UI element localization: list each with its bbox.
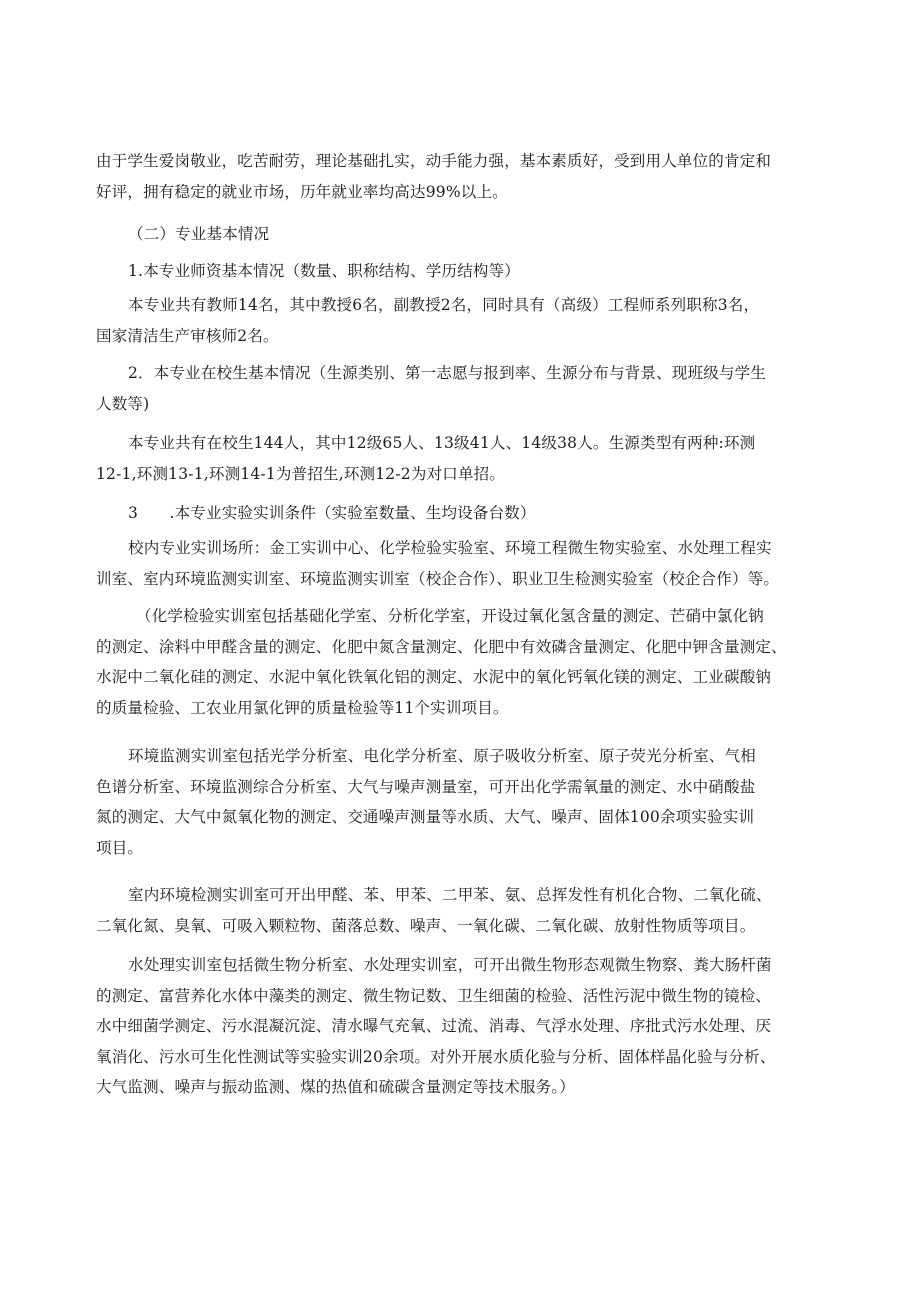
paragraph-environment-lab: [96, 741, 836, 863]
text-line: （化学检验实训室包括基础化学室、分析化学室，开设过氧化氢含量的测定、芒硝中氯化钠: [136, 607, 765, 625]
text-line: （二）专业基本情况: [128, 225, 270, 243]
text-line: 的测定、涂料中甲醛含量的测定、化肥中氮含量测定、化肥中有效磷含量测定、化肥中钾含量测定、: [96, 637, 787, 656]
text-line: 色谱分析室、环境监测综合分析室、大气与噪声测量室，可开出化学需氧量的测定、水中硝酸盐: [96, 777, 756, 796]
paragraph-indoor-lab: [96, 880, 836, 941]
text-line: 室内环境检测实训室可开出甲醛、苯、甲苯、二甲苯、氨、总挥发性有机化合物、二氧化硫、: [128, 886, 772, 904]
text-line: 1.本专业师资基本情况（数量、职称结构、学历结构等）: [128, 262, 520, 280]
paragraph-training-sites: [96, 533, 836, 594]
text-line: 大气监测、噪声与振动监测、煤的热值和硫碳含量测定等技术服务。）: [96, 1078, 575, 1096]
text-line: 水处理实训室包括微生物分析室、水处理实训室，可开出微生物形态观微生物察、粪大肠杆菌: [128, 956, 772, 974]
paragraph-faculty: [96, 290, 836, 351]
text-line: 水泥中二氧化硅的测定、水泥中氧化铁氧化铝的测定、水泥中的氧化钙氧化镁的测定、工业碳酸钠: [96, 668, 772, 686]
text-line: 的测定、富营养化水体中藻类的测定、微生物记数、卫生细菌的检验、活性污泥中微生物的镜检、: [96, 986, 772, 1005]
text-line: 3 .本专业实验实训条件（实验室数量、生均设备台数）: [128, 504, 536, 522]
text-line: 的质量检验、工农业用氯化钾的质量检验等11个实训项目。: [96, 698, 509, 717]
text-line: 本专业共有在校生144人，其中12级65人、13级41人、14级38人。生源类型有两种:环测: [128, 434, 756, 452]
text-line: 好评，拥有稳定的就业市场，历年就业率均高达99%以上。: [96, 182, 508, 201]
text-line: 项目。: [96, 838, 144, 857]
text-line: 国家清洁生产审核师2名。: [96, 326, 279, 345]
subheading-lab-conditions: [96, 498, 836, 529]
paragraph-students: [96, 428, 836, 489]
text-line: 本专业共有教师14名，其中教授6名，副教授2名，同时具有（高级）工程师系列职称3名，: [128, 296, 760, 314]
text-line: 水中细菌学测定、污水混凝沉淀、清水曝气充氧、过流、消毒、气浮水处理、序批式污水处理、厌: [96, 1017, 772, 1035]
paragraph-water-lab: [96, 950, 836, 1103]
text-line: 校内专业实训场所：金工实训中心、化学检验实验室、环境工程微生物实验室、水处理工程实: [128, 539, 772, 557]
text-line: 二氧化氮、臭氧、可吸入颗粒物、菌落总数、噪声、一氧化碳、二氧化碳、放射性物质等项目。: [96, 916, 756, 935]
text-line: 训室、室内环境监测实训室、环境监测实训室（校企合作）、职业卫生检测实验室（校企合作）等。: [96, 569, 780, 588]
subheading-students: [96, 358, 836, 419]
text-line: 2．本专业在校生基本情况（生源类别、第一志愿与报到率、生源分布与背景、现班级与学生: [128, 364, 767, 382]
text-line: 12-1,环测13-1,环测14-1为普招生,环测12-2为对口单招。: [96, 464, 506, 483]
text-line: 环境监测实训室包括光学分析室、电化学分析室、原子吸收分析室、原子荧光分析室、气相: [128, 747, 757, 765]
text-line: 由于学生爱岗敬业，吃苦耐劳，理论基础扎实，动手能力强，基本素质好，受到用人单位的肯定和: [96, 152, 772, 170]
subheading-faculty: [96, 256, 836, 287]
text-line: 氮的测定、大气中氮氧化物的测定、交通噪声测量等水质、大气、噪声、固体100余项实验实训: [96, 808, 755, 826]
paragraph-employment: [96, 146, 836, 207]
section-heading-basic-info: [96, 219, 836, 250]
paragraph-chemical-lab: [96, 601, 836, 723]
text-line: 氧消化、污水可生化性测试等实验实训20余项。对外开展水质化验与分析、固体样晶化验与分析、: [96, 1047, 776, 1066]
text-line: 人数等): [96, 394, 150, 413]
